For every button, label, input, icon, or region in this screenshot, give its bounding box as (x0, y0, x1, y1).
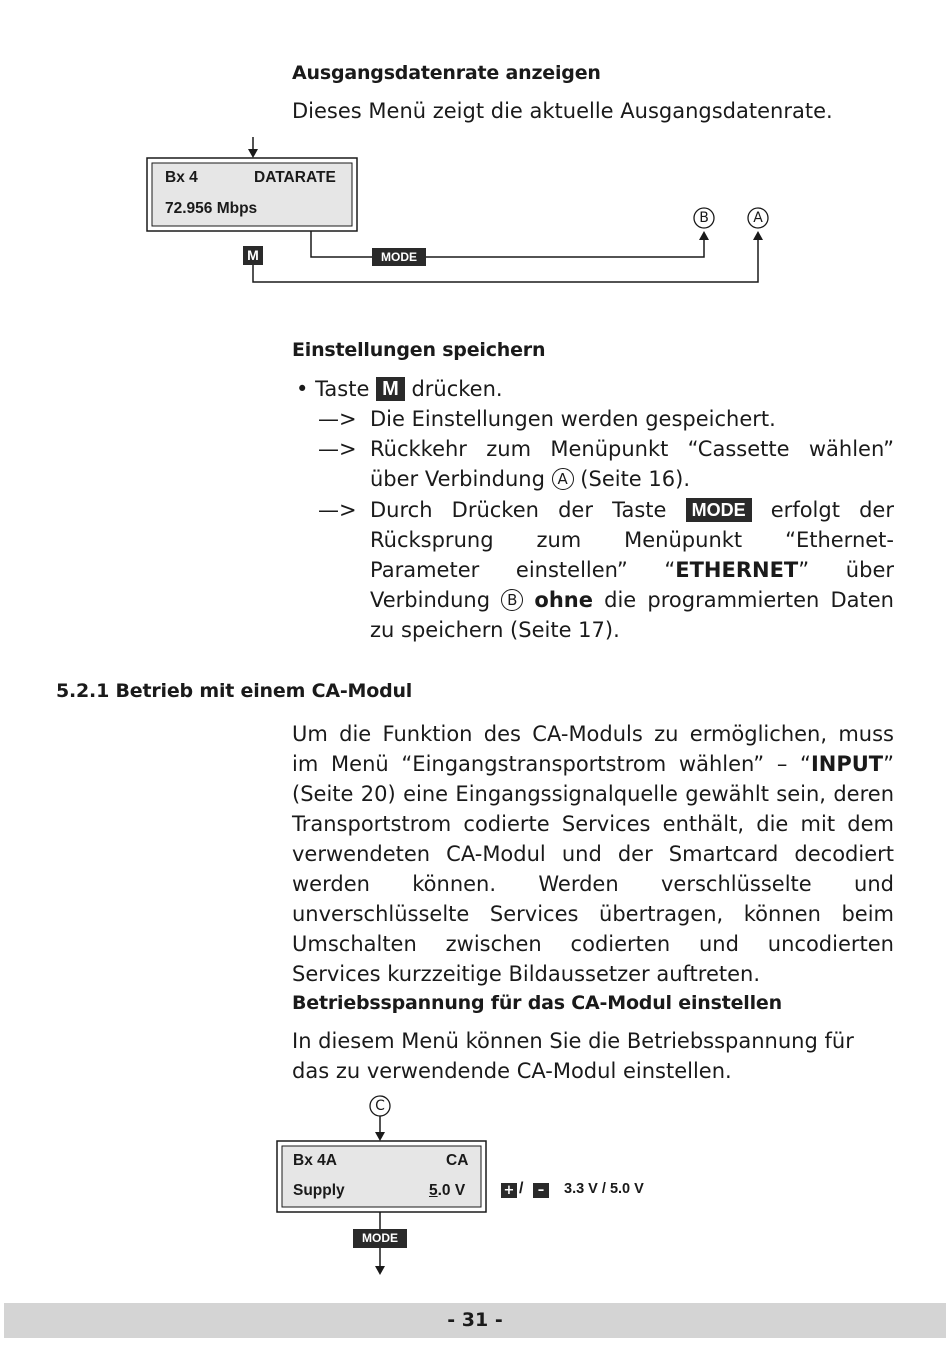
lcd2-line2-left: Supply (293, 1182, 345, 1199)
connector-b-inline: B (501, 589, 523, 611)
ca-module-paragraph: Um die Funktion des CA-Moduls zu ermöglichen, muss im Menü “Eingangstransportstrom wählen” – “INPUT” (Seite 20) eine Eingangssignalquelle gewählt sein, deren Transportstrom codierte Services enthält, die mit dem verwendeten CA-Modul und der Smartcard decodiert werden können. Werden verschlüsselte und unverschlüsselte Services übertragen, können beim Umschalten zwischen codierten und uncodierten Services kurzzeitige Bildaussetzer auftreten. (292, 722, 894, 986)
bullet-text-after: drücken. (411, 377, 503, 401)
step-mode (318, 495, 894, 642)
section-title-datarate: Ausgangsdatenrate anzeigen (292, 62, 601, 84)
lcd1-line1-left: Bx 4 (165, 169, 198, 186)
m-key-inline: M (376, 377, 405, 401)
bullet-dot-icon: • (296, 377, 309, 401)
step-saved (318, 404, 894, 434)
section-heading-ca-module: 5.2.1 Betrieb mit einem CA-Modul (56, 680, 413, 702)
mode-key-button[interactable]: MODE (381, 250, 417, 264)
step-return (318, 434, 894, 494)
connector-a-label: A (753, 210, 763, 226)
connector-b-label: B (699, 210, 709, 226)
section-intro-datarate: Dieses Menü zeigt die aktuelle Ausgangsdatenrate. (292, 99, 833, 123)
arrow-marker: —> (318, 407, 357, 431)
supply-menu-diagram (0, 1090, 950, 1280)
mode-key-button-2[interactable]: MODE (362, 1231, 398, 1245)
connector-a-inline: A (552, 468, 574, 490)
arrow-marker: —> (318, 437, 357, 461)
plus-key-button[interactable]: + (503, 1183, 515, 1198)
lcd2-line1-right: CA (446, 1152, 469, 1169)
step-saved-text: Die Einstellungen werden gespeichert. (370, 407, 776, 431)
lcd1-line2: 72.956 Mbps (165, 200, 258, 217)
section-title-save: Einstellungen speichern (292, 339, 546, 361)
lcd1-line1-right: DATARATE (254, 169, 336, 186)
step-return-text: Rückkehr zum Menüpunkt “Cassette wählen” über Verbindung A (Seite 16). (370, 437, 894, 491)
connector-c-label: C (375, 1098, 385, 1114)
key-separator: / (519, 1180, 524, 1197)
m-key-button[interactable]: M (247, 247, 259, 263)
step-mode-text: Durch Drücken der Taste MODE erfolgt der Rücksprung zum Menüpunkt “Ethernet-Parameter einstellen” “ETHERNET” über Verbindung B ohne die programmierten Daten zu speichern (Seite 17). (370, 498, 894, 642)
section-title-supply: Betriebsspannung für das CA-Modul einstellen (292, 992, 782, 1014)
page-number: - 31 - (447, 1309, 503, 1331)
lcd2-line2-value: 5.0 V (429, 1182, 466, 1199)
section-intro-supply: In diesem Menü können Sie die Betriebsspannung für das zu verwendende CA-Modul einstellen. (292, 1029, 854, 1083)
bullet-text-before: Taste (315, 377, 370, 401)
lcd2-line1-left: Bx 4A (293, 1152, 337, 1169)
arrow-marker: —> (318, 498, 357, 522)
datarate-menu-diagram (0, 0, 950, 300)
bullet-press-m (296, 374, 503, 404)
minus-key-button[interactable]: – (537, 1183, 545, 1198)
voltage-range-label: 3.3 V / 5.0 V (564, 1181, 644, 1197)
mode-key-inline: MODE (686, 498, 752, 522)
